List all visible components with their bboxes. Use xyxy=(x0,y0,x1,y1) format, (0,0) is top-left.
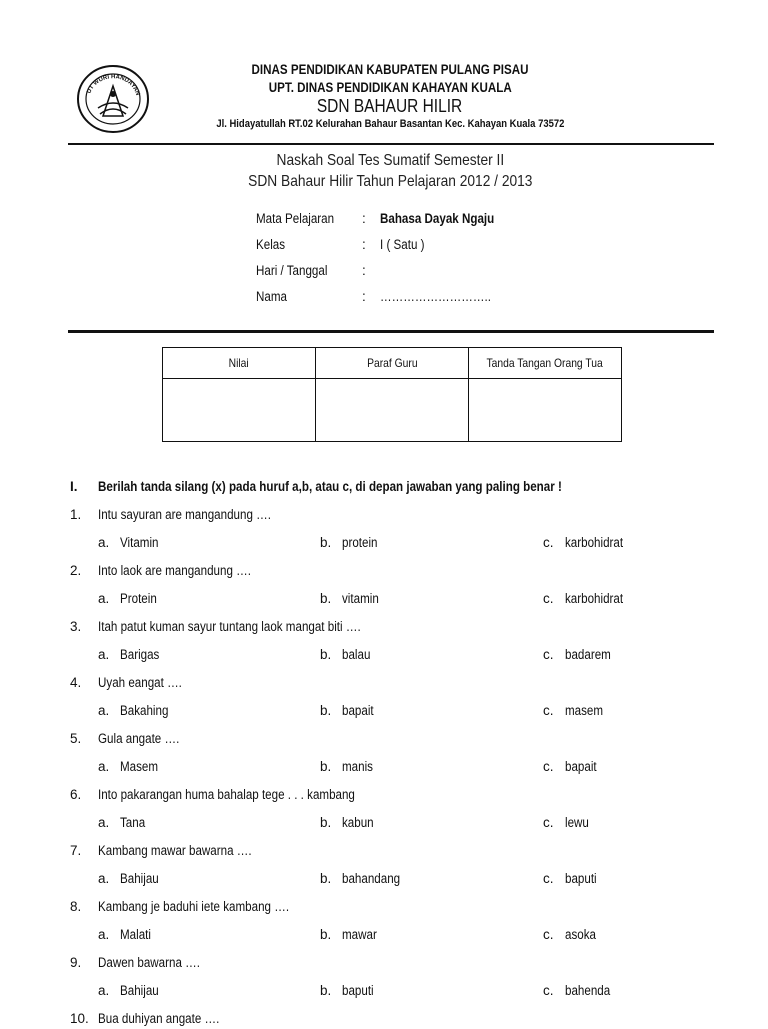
tut-wuri-handayani-logo xyxy=(76,64,150,134)
letterhead-agency: DINAS PENDIDIKAN KABUPATEN PULANG PISAU xyxy=(251,62,529,77)
question-text: Itah patut kuman sayur tuntang laok mangat biti …. xyxy=(98,619,361,634)
answer-options: a. Bakahing b. bapait c. masem xyxy=(98,703,604,718)
fields-divider xyxy=(68,330,714,333)
question-item xyxy=(70,843,710,861)
field-label: Mata Pelajaran xyxy=(256,211,335,226)
question-item xyxy=(70,787,710,805)
exam-title: Naskah Soal Tes Sumatif Semester II xyxy=(276,152,504,169)
field-label: Hari / Tanggal xyxy=(256,263,328,278)
question-text: Gula angate …. xyxy=(98,731,180,746)
answer-options: a. Masem b. manis c. bapait xyxy=(98,759,597,774)
question-item xyxy=(70,731,710,749)
answer-options: a. Malati b. mawar c. asoka xyxy=(98,927,596,942)
score-header-nilai: Nilai xyxy=(163,348,316,379)
field-colon: : xyxy=(362,211,366,226)
svg-text:TUT WURI HANDAYANI: UT WURI HANDAYAN xyxy=(86,74,141,97)
question-text: Bua duhiyan angate …. xyxy=(98,1011,220,1026)
letterhead-unit: UPT. DINAS PENDIDIKAN KAHAYAN KUALA xyxy=(268,80,512,95)
question-item xyxy=(70,675,710,693)
field-colon: : xyxy=(362,263,366,278)
question-item xyxy=(70,507,710,525)
answer-options: a. Bahijau b. bahandang c. baputi xyxy=(98,871,597,886)
score-cell-paraf-guru[interactable] xyxy=(316,379,469,442)
question-text: Uyah eangat …. xyxy=(98,675,182,690)
field-label: Kelas xyxy=(256,237,286,252)
question-number: 8. xyxy=(70,899,82,914)
answer-options: a. Bahijau b. baputi c. bahenda xyxy=(98,983,611,998)
answer-options: a. Tana b. kabun c. lewu xyxy=(98,815,589,830)
score-header-paraf-guru: Paraf Guru xyxy=(316,348,469,379)
field-value[interactable]: ……………………….. xyxy=(380,289,491,304)
question-number: 7. xyxy=(70,843,82,858)
score-cell-tanda-tangan[interactable] xyxy=(469,379,622,442)
letterhead-address: Jl. Hidayatullah RT.02 Kelurahan Bahaur Basantan Kec. Kahayan Kuala 73572 xyxy=(215,118,565,130)
question-number: 3. xyxy=(70,619,82,634)
score-cell-nilai[interactable] xyxy=(163,379,316,442)
question-text: Into laok are mangandung …. xyxy=(98,563,251,578)
question-text: Kambang je baduhi iete kambang …. xyxy=(98,899,290,914)
score-table-body-row xyxy=(163,379,622,442)
answer-options: a. Barigas b. balau c. badarem xyxy=(98,647,611,662)
question-number: 9. xyxy=(70,955,82,970)
score-table-header-row xyxy=(163,348,622,379)
question-item xyxy=(70,619,710,637)
question-item xyxy=(70,563,710,581)
question-text: Intu sayuran are mangandung …. xyxy=(98,507,271,522)
question-text: Kambang mawar bawarna …. xyxy=(98,843,252,858)
exam-subtitle: SDN Bahaur Hilir Tahun Pelajaran 2012 / 2013 xyxy=(247,173,533,190)
field-value: Bahasa Dayak Ngaju xyxy=(380,211,495,226)
question-number: 10. xyxy=(70,1011,89,1026)
question-number: 6. xyxy=(70,787,82,802)
header-divider xyxy=(68,143,714,145)
section-number: I. xyxy=(70,479,78,494)
field-colon: : xyxy=(362,289,366,304)
question-text: Dawen bawarna …. xyxy=(98,955,200,970)
question-number: 1. xyxy=(70,507,82,522)
field-colon: : xyxy=(362,237,366,252)
question-text: Into pakarangan huma bahalap tege . . . kambang xyxy=(98,787,355,802)
question-number: 5. xyxy=(70,731,82,746)
letterhead-school: SDN BAHAUR HILIR xyxy=(317,96,463,116)
question-item xyxy=(70,899,710,917)
question-item xyxy=(70,955,710,973)
question-number: 4. xyxy=(70,675,82,690)
field-value: I ( Satu ) xyxy=(380,237,425,252)
field-label: Nama xyxy=(256,289,287,304)
answer-options: a. Protein b. vitamin c. karbohidrat xyxy=(98,591,624,606)
score-header-tanda-tangan: Tanda Tangan Orang Tua xyxy=(469,348,622,379)
score-table xyxy=(162,347,622,442)
question-number: 2. xyxy=(70,563,82,578)
question-item xyxy=(70,1011,710,1029)
answer-options: a. Vitamin b. protein c. karbohidrat xyxy=(98,535,624,550)
instruction-text: Berilah tanda silang (x) pada huruf a,b, atau c, di depan jawaban yang paling benar ! xyxy=(98,479,562,494)
